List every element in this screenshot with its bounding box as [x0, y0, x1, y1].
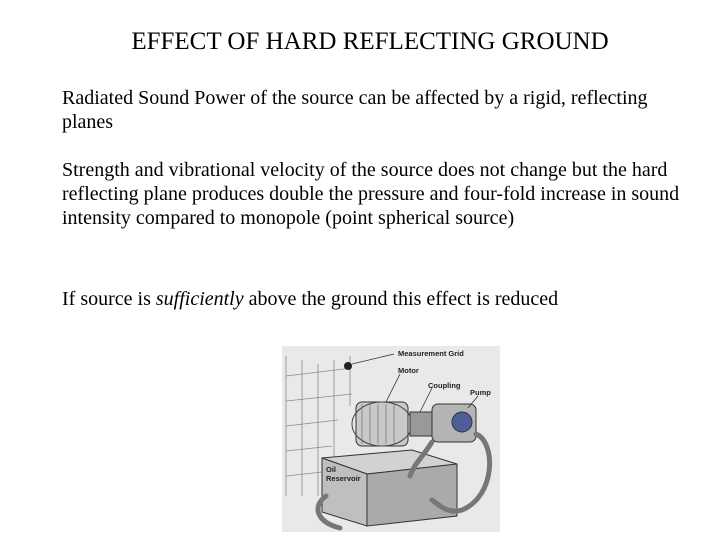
microphone-drawing [344, 362, 352, 370]
coupling-label: Coupling [428, 381, 461, 390]
motor-drawing [352, 402, 412, 446]
motor-label: Motor [398, 366, 419, 375]
oil-label: Oil [326, 465, 337, 474]
paragraph-height-effect-start: If source is [62, 288, 156, 310]
measurement-grid-label: Measurement Grid [398, 349, 464, 358]
paragraph-height-effect [62, 287, 682, 311]
paragraph-reflecting-plane: Strength and vibrational velocity of the source does not change but the hard reflecting plane produces double the pressure and four-fold increase in sound intensity compared to monopole (point spherical source) [62, 159, 680, 229]
paragraph-radiated-power: Radiated Sound Power of the source can be affected by a rigid, reflecting planes [62, 87, 648, 133]
slide-title: EFFECT OF HARD REFLECTING GROUND [131, 28, 609, 55]
pump-test-rig-figure [282, 346, 500, 532]
paragraph-height-effect-end: above the ground this effect is reduced [243, 288, 559, 310]
reservoir-label: Reservoir [326, 474, 361, 483]
pump-label: Pump [470, 388, 491, 397]
pump-drawing [432, 404, 476, 442]
paragraph-height-effect-emphasis: sufficiently [155, 288, 244, 310]
reservoir-drawing [322, 450, 457, 526]
pump-test-rig-illustration [282, 346, 500, 532]
coupling-drawing [410, 412, 432, 436]
